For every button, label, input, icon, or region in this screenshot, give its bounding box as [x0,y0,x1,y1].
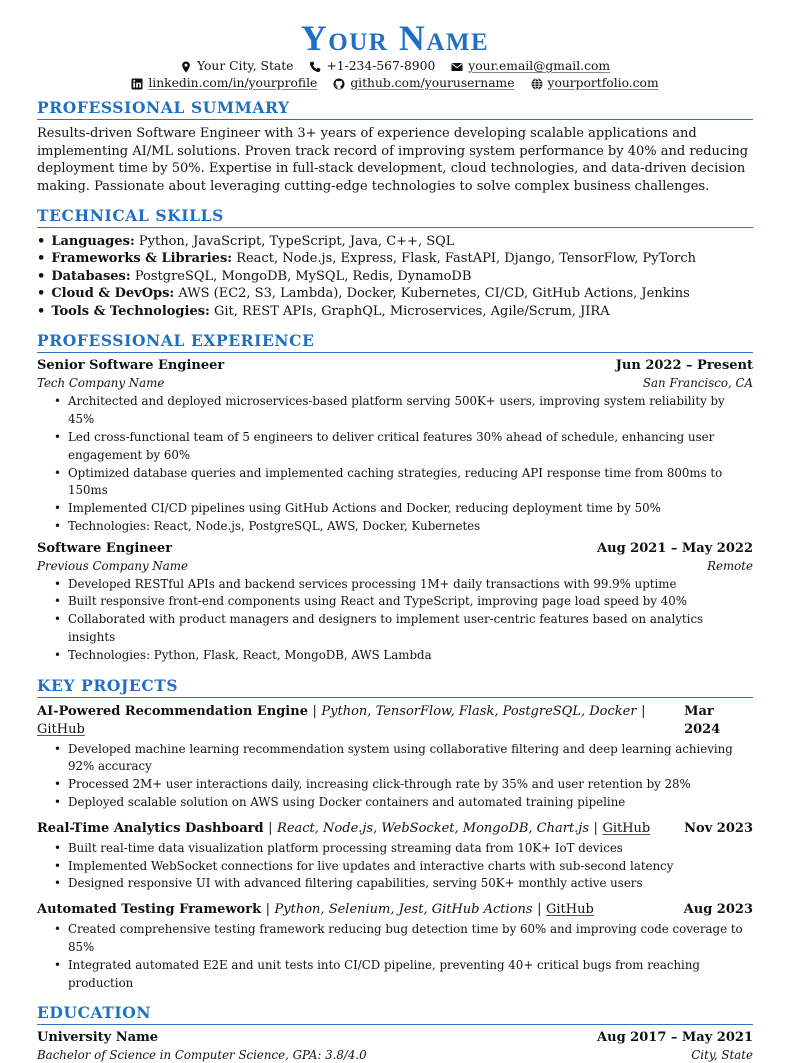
skill-value: AWS (EC2, S3, Lambda), Docker, Kubernetes, CI/CD, GitHub Actions, Jenkins [178,286,690,302]
skill-label: Cloud & DevOps: [51,286,175,302]
school-name: University Name [37,1030,159,1046]
summary-section [37,98,753,196]
project-github-link[interactable]: GitHub [37,721,85,737]
separator: | [537,902,542,918]
bullet-item: • Developed RESTful APIs and backend services processing 1M+ daily transactions with 99.9% uptime [68,576,753,594]
linkedin-link[interactable]: linkedin.com/in/yourprofile [148,76,318,90]
bullet-item: • Built responsive front-end components using React and TypeScript, improving page load speed by 40% [68,593,753,611]
skill-row-databases [37,268,753,286]
bullet-item: • Processed 2M+ user interactions daily, increasing click-through rate by 35% and user retention by 28% [68,776,753,794]
project-tech: React, Node.js, WebSocket, MongoDB, Chart.js [277,820,589,836]
skill-value: Python, JavaScript, TypeScript, Java, C++, SQL [138,233,455,249]
job-subheader [37,375,753,391]
skills-list [37,233,753,321]
github-item[interactable] [333,75,514,92]
globe-icon [531,78,543,90]
bullet-item: • Created comprehensive testing framework reducing bug detection time by 60% and improving code coverage to 85% [68,921,753,957]
bullet-item: • Built real-time data visualization platform processing streaming data from 10K+ IoT devices [68,840,753,858]
contact-row-primary [37,58,753,75]
job-header [37,357,753,375]
education-location: City, State [691,1048,753,1063]
skill-value: PostgreSQL, MongoDB, MySQL, Redis, DynamoDB [134,268,472,284]
job-dates: Aug 2021 – May 2022 [597,540,753,556]
job-entry [37,357,753,535]
project-entry [37,820,753,893]
degree-text: Bachelor of Science in Computer Science, GPA: 3.8/4.0 [37,1048,367,1063]
linkedin-item[interactable] [131,75,317,92]
experience-section [37,331,753,664]
phone-icon [309,61,321,73]
project-name: AI-Powered Recommendation Engine [37,703,308,719]
skill-label: Languages: [51,233,135,249]
summary-text: Results-driven Software Engineer with 3+ years of experience developing scalable applications and implementing AI/ML solutions. Proven track record of improving system performance by 40% and reducing deployment time by 50%. Expertise in full-stack development, cloud technologies, and data-driven decision making. Passionate about leveraging cutting-edge technologies to solve complex business challenges. [37,126,749,195]
skills-section [37,206,753,321]
skill-label: Tools & Technologies: [51,303,210,319]
project-header [37,703,753,739]
job-header [37,540,753,558]
skill-value: React, Node.js, Express, Flask, FastAPI, Django, TensorFlow, PyTorch [236,251,696,267]
location-item [180,58,294,75]
separator: | [265,902,271,918]
phone-item [309,58,435,75]
bullet-item: • Implemented WebSocket connections for live updates and interactive charts with sub-second latency [68,858,753,876]
project-header [37,901,753,919]
skill-row-languages [37,233,753,251]
project-tech: Python, Selenium, Jest, GitHub Actions [274,902,533,918]
project-name: Automated Testing Framework [37,902,262,918]
project-entry [37,901,753,992]
bullet-item: • Developed machine learning recommendation system using collaborative filtering and deep learning achieving 92% accuracy [68,741,753,777]
job-dates: Jun 2022 – Present [615,358,753,374]
project-entry [37,703,753,812]
project-header [37,820,753,838]
job-role: Senior Software Engineer [37,358,225,374]
portfolio-item[interactable] [531,75,659,92]
job-role: Software Engineer [37,540,173,556]
candidate-name: Your Name [300,18,490,58]
contact-row-secondary [37,75,753,92]
job-location: San Francisco, CA [642,376,753,391]
skill-row-cloud [37,285,753,303]
job-location: Remote [707,558,753,573]
github-icon [333,78,345,90]
separator: | [593,820,598,836]
skill-value: Git, REST APIs, GraphQL, Microservices, Agile/Scrum, JIRA [214,303,610,319]
job-subheader [37,558,753,574]
projects-heading: KEY PROJECTS [37,676,753,698]
project-github-link[interactable]: GitHub [602,820,651,836]
portfolio-link[interactable]: yourportfolio.com [547,76,659,90]
skills-heading: TECHNICAL SKILLS [37,206,753,228]
project-date: Aug 2023 [683,902,753,918]
bullet-item: • Technologies: Python, Flask, React, MongoDB, AWS Lambda [68,647,753,665]
linkedin-icon [131,78,143,90]
skill-label: Frameworks & Libraries: [51,251,233,267]
email-item[interactable] [451,58,610,75]
job-bullets [37,393,753,535]
project-bullets [37,840,753,893]
bullet-item: • Led cross-functional team of 5 engineers to deliver critical features 30% ahead of schedule, enhancing user engagement by 60% [68,429,753,465]
phone-text: +1-234-567-8900 [326,59,436,73]
separator: | [312,703,317,719]
experience-heading: PROFESSIONAL EXPERIENCE [37,331,753,353]
education-heading: EDUCATION [37,1003,753,1025]
bullet-item: • Architected and deployed microservices-based platform serving 500K+ users, improving system reliability by 45% [68,393,753,429]
separator: | [641,703,646,719]
project-github-link[interactable]: GitHub [546,902,594,918]
bullet-item: • Deployed scalable solution on AWS using Docker containers and automated training pipeline [68,794,753,812]
skill-row-frameworks [37,250,753,268]
project-date: Nov 2023 [684,820,753,836]
education-section [37,1003,753,1063]
bullet-item: • Technologies: React, Node.js, PostgreSQL, AWS, Docker, Kubernetes [68,518,753,536]
project-date: Mar 2024 [684,703,721,737]
map-pin-icon [180,61,192,73]
bullet-item: • Collaborated with product managers and designers to implement user-centric features based on analytics insights [68,611,753,647]
location-text: Your City, State [196,59,294,73]
resume-page [37,18,753,1063]
project-tech: Python, TensorFlow, Flask, PostgreSQL, Docker [321,703,637,719]
bullet-item: • Integrated automated E2E and unit tests into CI/CD pipeline, preventing 40+ critical bugs from reaching production [68,957,753,993]
skill-row-tools [37,303,753,321]
job-bullets [37,576,753,665]
bullet-item: • Implemented CI/CD pipelines using GitHub Actions and Docker, reducing deployment time by 50% [68,500,753,518]
envelope-icon [451,61,463,73]
job-entry [37,540,753,665]
bullet-item: • Designed responsive UI with advanced filtering capabilities, serving 50K+ monthly active users [68,875,753,893]
github-link[interactable]: github.com/yourusername [350,76,515,90]
education-subheader [37,1047,753,1063]
skill-label: Databases: [51,268,131,284]
separator: | [268,820,273,836]
bullet-item: • Optimized database queries and implemented caching strategies, reducing API response time from 800ms to 150ms [68,465,753,501]
project-bullets [37,741,753,812]
summary-heading: PROFESSIONAL SUMMARY [37,98,753,120]
project-bullets [37,921,753,992]
education-header [37,1029,753,1047]
email-link[interactable]: your.email@gmail.com [468,59,611,73]
projects-section [37,676,753,993]
job-company: Tech Company Name [37,376,165,391]
education-dates: Aug 2017 – May 2021 [597,1030,753,1046]
job-company: Previous Company Name [37,558,188,573]
project-name: Real-Time Analytics Dashboard [37,820,264,836]
